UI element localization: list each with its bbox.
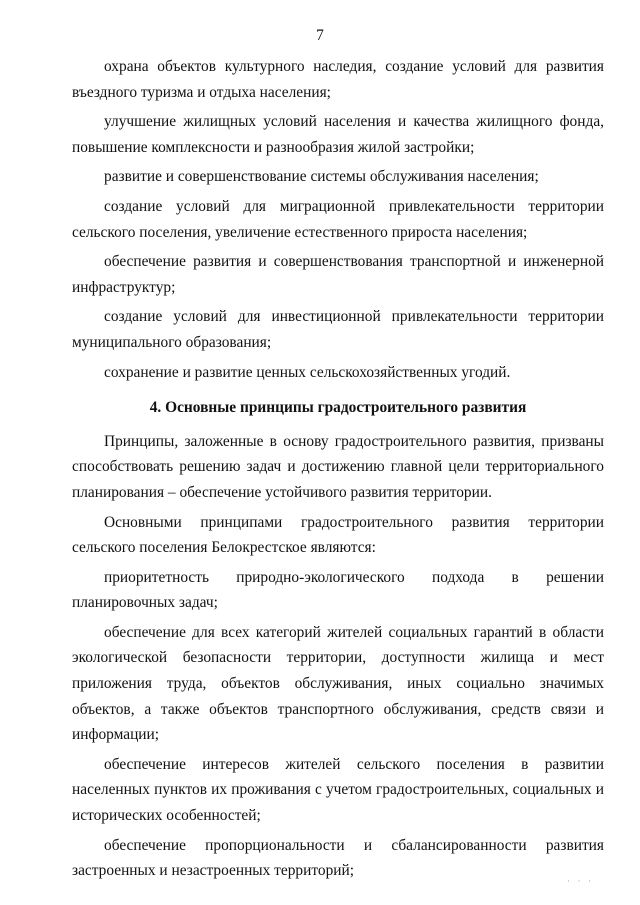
paragraph: Принципы, заложенные в основу градостроительного развития, призваны способствовать решению задач и достижению главной цели территориального планирования – обеспечение устойчивого развития территории.	[72, 432, 604, 501]
list-item: приоритетность природно-экологического подхода в решении планировочных задач;	[72, 568, 604, 612]
list-item: обеспечение пропорциональности и сбалансированности развития застроенных и незастроенных территорий;	[72, 836, 604, 880]
list-item: обеспечение для всех категорий жителей социальных гарантий в области экологической безопасности территории, доступности жилища и мест приложения труда, объектов обслуживания, иных социально значимых объектов, а также объектов транспортного обслуживания, средств связи и информации;	[72, 623, 604, 744]
list-item: охрана объектов культурного наследия, создание условий для развития въездного туризма и отдыха населения;	[72, 58, 604, 101]
paragraph: Основными принципами градостроительного развития территории сельского поселения Белокрестское являются:	[72, 513, 604, 557]
list-item: сохранение и развитие ценных сельскохозяйственных угодий.	[104, 363, 511, 381]
list-item: развитие и совершенствование системы обслуживания населения;	[104, 168, 539, 186]
list-item: обеспечение развития и совершенствования транспортной и инженерной инфраструктур;	[72, 253, 604, 296]
page-number: 7	[316, 27, 324, 44]
list-item: создание условий для инвестиционной привлекательности территории муниципального образования;	[72, 308, 604, 351]
list-item: создание условий для миграционной привлекательности территории сельского поселения, увеличение естественного прироста населения;	[72, 197, 604, 241]
section-heading: 4. Основные принципы градостроительного развития	[149, 399, 527, 417]
list-item: улучшение жилищных условий населения и качества жилищного фонда, повышение комплексности и разнообразия жилой застройки;	[72, 113, 604, 156]
scan-marks: · · ·	[567, 877, 594, 887]
page-content	[72, 54, 604, 888]
list-item: обеспечение интересов жителей сельского поселения в развитии населенных пунктов их проживания с учетом градостроительных, социальных и исторических особенностей;	[72, 755, 604, 825]
